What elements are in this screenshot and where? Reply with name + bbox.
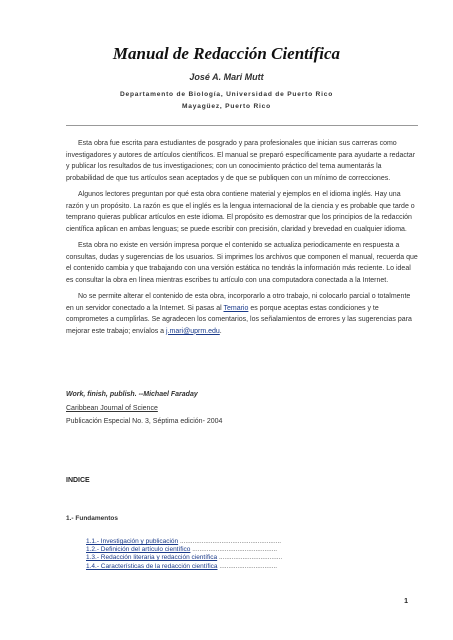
intro-paragraph-2: Algunos lectores preguntan por qué esta obra contiene material y ejemplos en el idioma inglés. Hay una razón y un propósito. La razón es que el inglés es la lengua internacional de la ciencia y es probable que tarde o temprano quieras publicar artículos en este idioma. El propósito es demostrar que los principios de la redacción científica aplican en ambas lenguas; se puede escribir con precisión, claridad y brevedad en cualquier idioma. — [66, 191, 415, 233]
publication-info: Publicación Especial No. 3, Séptima edición- 2004 — [66, 418, 223, 425]
intro-paragraph-3: Esta obra no existe en versión impresa porque el contenido se actualiza periodicamente en respuesta a consultas, dudas y sugerencias de los usuarios. Si imprimes los archivos que componen el manual, recuerda que el contenido cambia y que trabajando con una versión estática no tendrás la información más reciente. Lo ideal es consultar la obra en línea mientras escribes tu artículo con una computadora conectada a la Internet. — [66, 242, 418, 284]
intro-text — [66, 138, 418, 342]
author-name: José A. Mari Mutt — [189, 72, 264, 82]
toc-item[interactable] — [86, 546, 336, 554]
section-heading: 1.- Fundamentos — [66, 515, 119, 522]
toc-item[interactable] — [86, 563, 336, 571]
index-heading: INDICE — [66, 477, 90, 484]
page-number: 1 — [404, 598, 408, 605]
faraday-quote: Work, finish, publish. --Michael Faraday — [66, 391, 198, 398]
affiliation-location: Mayagüez, Puerto Rico — [182, 103, 271, 110]
table-of-contents — [86, 538, 336, 571]
intro-paragraph-4 — [66, 291, 418, 337]
p4-text-a: No se permite alterar el contenido de esta obra, incorporarlo a otro trabajo, ni colocarlo parcial o totalmente en un servidor conectado a la Internet. Si pasas al — [66, 293, 411, 312]
journal-link[interactable] — [66, 405, 158, 412]
toc-item[interactable] — [86, 554, 336, 562]
intro-paragraph-1: Esta obra fue escrita para estudiantes de posgrado y para profesionales que inician sus carreras como investigadores y autores de artículos científicos. El manual se preparó específicamente para ayudarte a redactar y publicar los resultados de tus investigaciones; con un conocimiento práctico del tema aumentarás la probabilidad de que tus artículos sean aceptados y de que se publiquen con un mínimo de correcciones. — [66, 140, 416, 182]
temario-link[interactable]: Temario — [223, 304, 249, 312]
p4-text-c: . — [219, 327, 222, 335]
p4-text-b: es porque aceptas estas condiciones y te comprometes a cumplirlas. Se agradecen los comentarios, los señalamientos de errores y las sugerencias para mejorar este trabajo; envíalos a — [66, 304, 412, 335]
toc-dots: ................................... — [218, 554, 283, 562]
toc-link[interactable]: 1.1.- Investigación y publicación — [86, 538, 179, 545]
toc-item[interactable] — [86, 538, 336, 546]
header-divider — [66, 125, 418, 126]
toc-link[interactable]: 1.4.- Características de la redacción científica — [86, 562, 218, 570]
toc-dots: ........................................................ — [179, 538, 282, 545]
toc-dots: ............................................... — [192, 546, 278, 554]
journal-name[interactable]: Caribbean Journal of Science — [66, 405, 158, 412]
toc-link[interactable]: 1.3.- Redacción literaria y redacción científica — [86, 554, 218, 562]
affiliation-department: Departamento de Biología, Universidad de Puerto Rico — [119, 91, 334, 98]
toc-link[interactable]: 1.2.- Definición del artículo científico — [86, 546, 191, 554]
document-title: Manual de Redacción Científica — [112, 44, 341, 63]
email-link[interactable]: j.mari@uprm.edu — [166, 327, 220, 335]
toc-dots: ................................ — [219, 562, 278, 570]
